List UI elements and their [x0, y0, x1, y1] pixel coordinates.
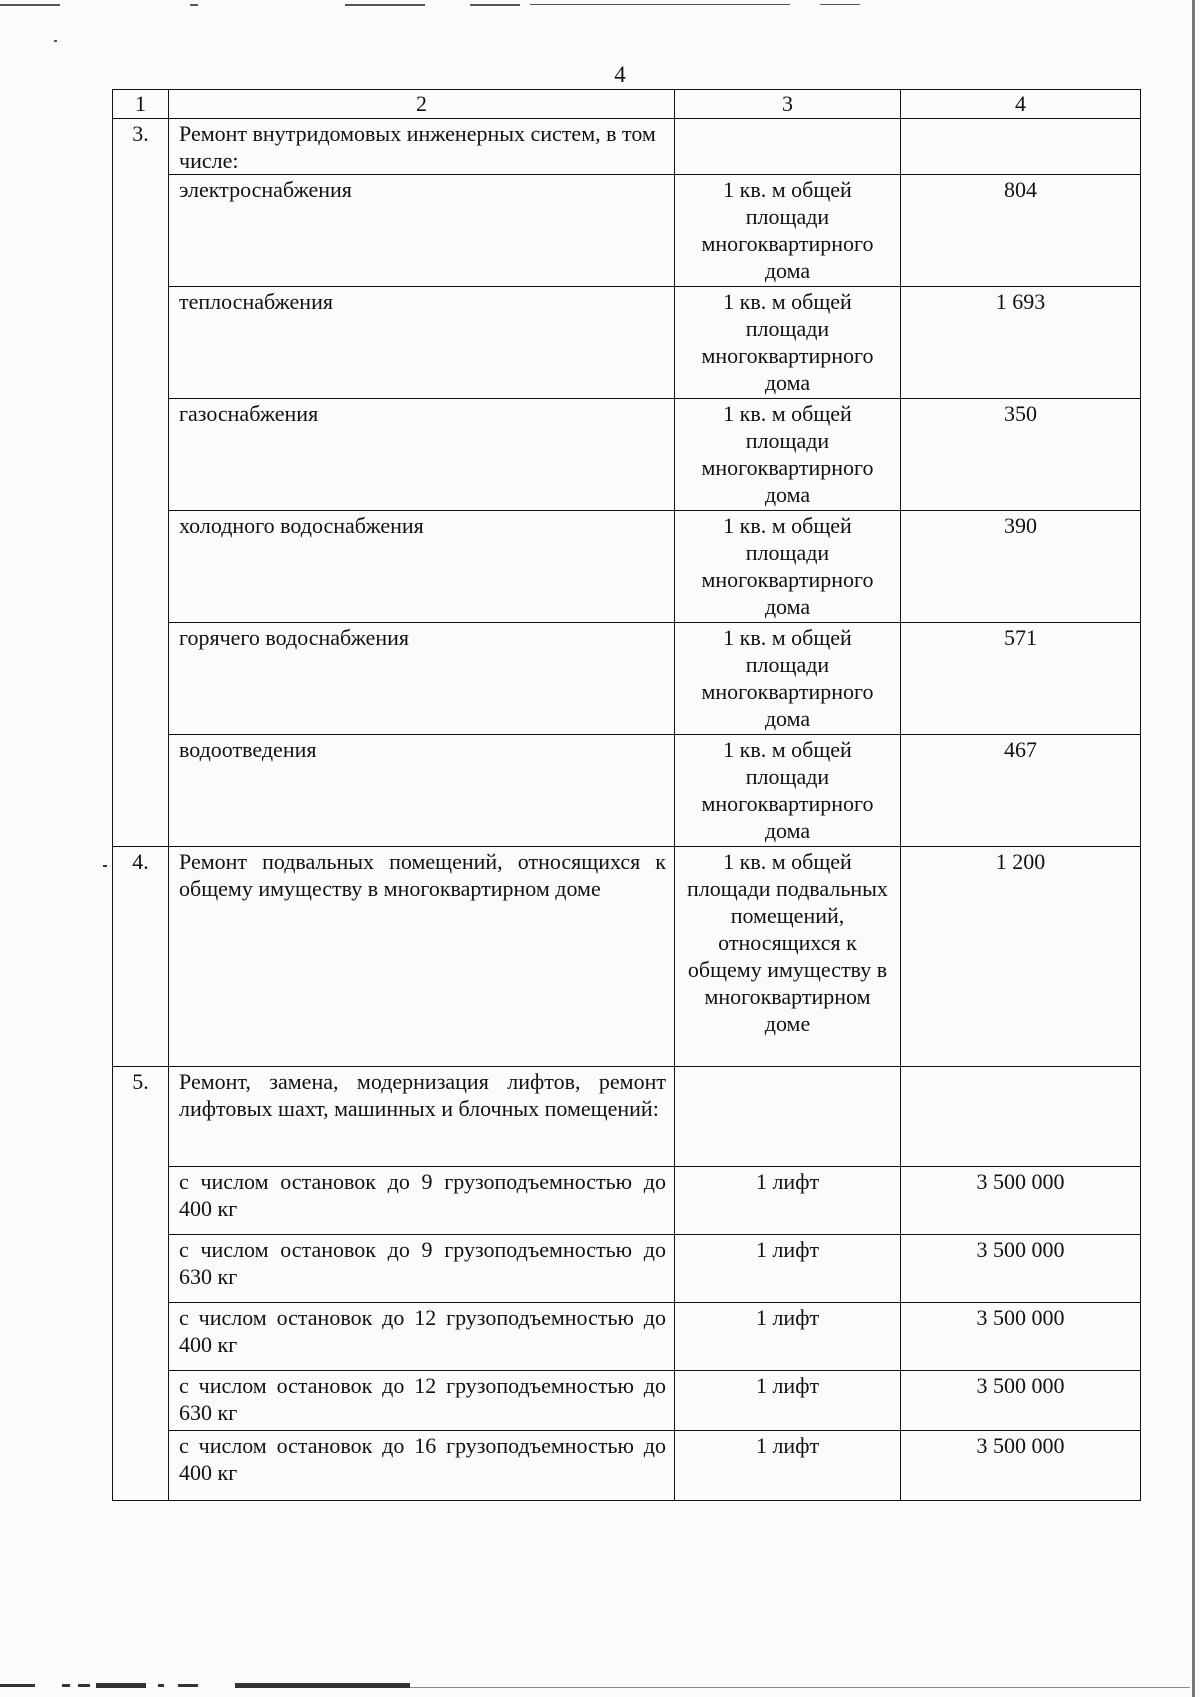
- unit-cell: 1 кв. м общей площади многоквартирного дома: [675, 735, 901, 847]
- table-row: [113, 1371, 1141, 1431]
- table-row: [113, 847, 1141, 1067]
- unit-cell: 1 кв. м общей площади подвальных помещений, относящихся к общему имуществу в многоквартирном доме: [675, 847, 901, 1067]
- value-cell: 571: [901, 623, 1141, 735]
- table-row: [113, 735, 1141, 847]
- table-row: [113, 399, 1141, 511]
- unit-cell: 1 кв. м общей площади многоквартирного дома: [675, 175, 901, 287]
- item-name: водоотведения: [169, 735, 675, 847]
- item-name: электроснабжения: [169, 175, 675, 287]
- table-row: [113, 1167, 1141, 1235]
- value-cell: 390: [901, 511, 1141, 623]
- table-row: [113, 1431, 1141, 1501]
- table-row: [113, 119, 1141, 175]
- item-name: холодного водоснабжения: [169, 511, 675, 623]
- section-title: Ремонт, замена, модернизация лифтов, ремонт лифтовых шахт, машинных и блочных помещений:: [169, 1067, 675, 1167]
- value-cell: 1 200: [901, 847, 1141, 1067]
- table-row: [113, 1235, 1141, 1303]
- scan-artifact-top: [0, 0, 1200, 12]
- header-cell: 3: [675, 90, 901, 119]
- section-title: Ремонт внутридомовых инженерных систем, в том числе:: [169, 119, 675, 175]
- table-row: [113, 623, 1141, 735]
- scan-edge-right: [1192, 0, 1195, 1697]
- item-name: теплоснабжения: [169, 287, 675, 399]
- scan-artifact-bottom: [0, 1682, 1200, 1694]
- value-cell: 3 500 000: [901, 1167, 1141, 1235]
- value-cell: 350: [901, 399, 1141, 511]
- header-cell: 4: [901, 90, 1141, 119]
- section-title: Ремонт подвальных помещений, относящихся к общему имуществу в многоквартирном доме: [169, 847, 675, 1067]
- item-name: газоснабжения: [169, 399, 675, 511]
- table-row: [113, 175, 1141, 287]
- item-name: горячего водоснабжения: [169, 623, 675, 735]
- table-row: [113, 511, 1141, 623]
- value-cell: 804: [901, 175, 1141, 287]
- unit-cell: [675, 119, 901, 175]
- unit-cell: [675, 1067, 901, 1167]
- value-cell: 3 500 000: [901, 1303, 1141, 1371]
- table-row: [113, 1303, 1141, 1371]
- value-cell: 1 693: [901, 287, 1141, 399]
- value-cell: 467: [901, 735, 1141, 847]
- section-number: 4.: [113, 847, 169, 1067]
- section-number: 5.: [113, 1067, 169, 1167]
- item-name: с числом остановок до 16 грузоподъемностью до 400 кг: [169, 1431, 675, 1501]
- value-cell: 3 500 000: [901, 1371, 1141, 1431]
- unit-cell: 1 кв. м общей площади многоквартирного дома: [675, 623, 901, 735]
- header-cell: 2: [169, 90, 675, 119]
- unit-cell: 1 лифт: [675, 1431, 901, 1501]
- unit-cell: 1 лифт: [675, 1303, 901, 1371]
- scan-speck: [54, 40, 57, 42]
- item-name: с числом остановок до 12 грузоподъемностью до 400 кг: [169, 1303, 675, 1371]
- value-cell: [901, 119, 1141, 175]
- unit-cell: 1 лифт: [675, 1235, 901, 1303]
- header-cell: 1: [113, 90, 169, 119]
- table-row: [113, 287, 1141, 399]
- item-name: с числом остановок до 12 грузоподъемностью до 630 кг: [169, 1371, 675, 1431]
- unit-cell: 1 лифт: [675, 1167, 901, 1235]
- unit-cell: 1 лифт: [675, 1371, 901, 1431]
- item-name: с числом остановок до 9 грузоподъемностью до 400 кг: [169, 1167, 675, 1235]
- item-name: с числом остановок до 9 грузоподъемностью до 630 кг: [169, 1235, 675, 1303]
- value-cell: 3 500 000: [901, 1235, 1141, 1303]
- unit-cell: 1 кв. м общей площади многоквартирного дома: [675, 511, 901, 623]
- table-row: [113, 1067, 1141, 1167]
- table-header-row: [113, 90, 1141, 119]
- unit-cell: 1 кв. м общей площади многоквартирного дома: [675, 399, 901, 511]
- cost-table: [112, 89, 1141, 1501]
- value-cell: 3 500 000: [901, 1431, 1141, 1501]
- scan-tick: [103, 865, 107, 867]
- value-cell: [901, 1067, 1141, 1167]
- page-number: 4: [614, 62, 626, 87]
- section-number: 3.: [113, 119, 169, 175]
- unit-cell: 1 кв. м общей площади многоквартирного дома: [675, 287, 901, 399]
